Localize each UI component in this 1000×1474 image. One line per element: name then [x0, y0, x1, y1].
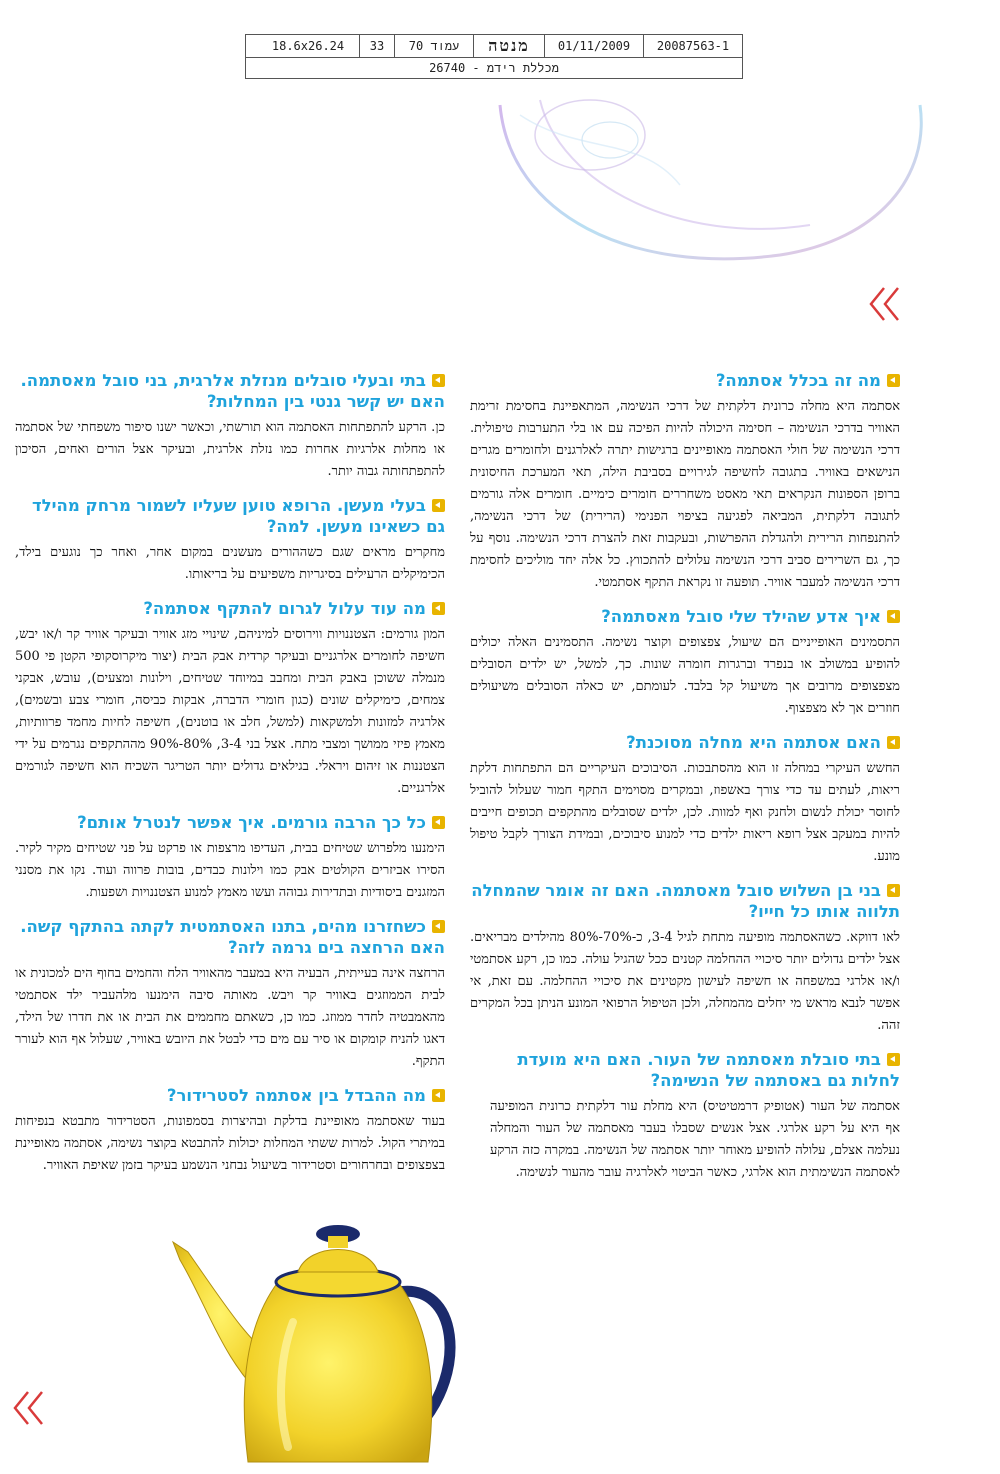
answer-text: כן. הרקע להתפתחות האסתמה הוא תורשתי, וכאשר ישנו סיפור משפחתי של אסתמה או מחלות אלרגיות אחרות כמו נזלת אלרגית, ובעיקר אצל הורים ואחים, הסיכון להתפתחותה גבוה יותר. — [15, 420, 445, 479]
clipping-source: מכללת רידמ - 26740 — [429, 60, 559, 75]
decorative-bubbles — [480, 95, 940, 285]
qa-section — [470, 370, 900, 594]
answer-text: הרחצה אינה בעייתית, הבעיה היא במעבר מהאוויר הלח והחמים בחוף הים למכונית או לבית הממוזגים באוויר קר ויבש. מאותה סיבה הימנעו מלהעביר ילד אסתמטי מהאמבטיה לחדר ממוזג. כמו כן, כשאתם מחממים את הבית או את חדרו של הילד, דאגו להניח קומקום או סיר עם מים כדי לבטל את היובש באוויר, שעלול אף הוא לעורר התקף. — [15, 966, 445, 1069]
clipping-date: 01/11/2009 — [544, 35, 643, 57]
question-heading: כשחזרנו מהים, בתנו האסתמטית לקתה בהתקף קשה. האם הרחצה בים גרמה לזה? — [20, 917, 445, 957]
issue-number: 33 — [359, 35, 394, 57]
arrow-bullet-icon — [432, 602, 445, 615]
question-heading: מה ההבדל בין אסתמה לסטרידור? — [166, 1086, 426, 1105]
question-heading: בעלי מעשן. הרופא טוען שעליו לשמור מרחק מהילד גם כשאינו מעשן. למה? — [31, 496, 445, 536]
arrow-bullet-icon — [887, 1053, 900, 1066]
qa-section — [470, 1049, 900, 1184]
question-heading: מה עוד עלול לגרום להתקף אסתמה? — [143, 599, 426, 618]
answer-text: הימנעו מלפרוש שטיחים בבית, העדיפו מרצפות או פרקט על פני שטיחים מקיר לקיר. הסירו אביזרים הקולטים אבק כמו וילונות כבדים, בובות פרווה ועוד. נקו את מסנני המזגנים ביסודיות ובתדירות גבוהה ועשו מאמץ למנוע הצטננויות ושפעות. — [15, 841, 445, 900]
answer-text: המון גורמים: הצטננויות ווירוסים למיניהם, שינויי מזג אוויר ובעיקר אוויר קר ו/או יבש, חשיפה לחומרים אלרגניים ובעיקר קרדית אבק הבית (יצור מיקרוסקופי הקטן פי 500 מנמלה ששוכן באבק הבית ומחבב במיוחד שטיחים, וילונות ומצעים), עובש, אבקני צמחים, כימיקלים שונים (כגון חומרי הדברה, אבקות כביסה, חומרי צבע ובשמים), אלרגיה למזונות ולמשקאות (למשל, חלב או בוטנים), חשיפה לחיות מחמד פרוותיות, מאמץ פיזי ממושך ומצבי מתח. אצל בני 3-4, 80%-90% מההתקפים נגרמים על ידי הצטננות או זיהום ויראלי. בגילאים גדולים יותר הטריגר השכיח הוא חשיפה לגורמים אלרגניים. — [15, 627, 446, 796]
page-number: עמוד 70 — [394, 35, 473, 57]
question-heading: בני בן השלוש סובל מאסתמה. האם זה אומר שהמחלה תלווה אותו כל חייו? — [471, 881, 900, 921]
qa-section — [470, 880, 900, 1037]
clipping-size: 18.6x26.24 — [271, 39, 345, 53]
qa-section — [470, 732, 900, 868]
arrow-bullet-icon — [887, 736, 900, 749]
qa-section — [15, 598, 445, 800]
arrow-bullet-icon — [432, 374, 445, 387]
question-heading: איך אדע שהילד שלי סובל מאסתמה? — [601, 607, 881, 626]
article-column-left — [15, 370, 445, 1189]
arrow-bullet-icon — [887, 884, 900, 897]
answer-text: אסתמה היא מחלה כרונית דלקתית של דרכי הנשימה, המתאפיינת בחסימת זרימת האוויר בדרכי הנשימה – חסימה היכולה להיות הפיכה עם או בלי התערבות טיפולית. דרכי הנשימה של חולי האסתמה מאופיינים ברגישות יתרה לאלרגנים ולחומרים מגרים הנישאים באוויר. בתגובה לחשיפה לגירויים בסביבת הילה, תאי המערכת החיסונית ברופן הספונות הנקראים תאי מאסט משחררים חומרים כימיים. חומרים אלה גורמים לתגובה דלקתית, המביאה לפגיעה בציפוי הפנימי (הרירית) של דרכי הנשימה, להתנפחות הרירית ולהגדלת ההפרשות, ובעקבות זאת להצרת דרכי הנשימה. נוסף על כך, גם השרירים סביב דרכי הנשימה עלולים להתכווץ. כל אלה יחד מוליכים לחסימת דרכי הנשימה למעבר אוויר. תופעה זו נקראת התקף אסתמטי. — [470, 399, 900, 590]
qa-section — [15, 495, 445, 586]
arrow-bullet-icon — [887, 610, 900, 623]
arrow-bullet-icon — [432, 1089, 445, 1102]
qa-section — [15, 370, 445, 483]
arrow-bullet-icon — [432, 816, 445, 829]
clipping-meta-row — [246, 35, 742, 58]
question-heading: כל כך הרבה גורמים. איך אפשר לנטרל אותם? — [77, 813, 426, 832]
article-column-right — [470, 370, 900, 1196]
double-chevron-left-icon — [12, 1390, 46, 1426]
answer-text: התסמינים האופייניים הם שיעול, צפצופים וקוצר נשימה. התסמינים האלה יכולים להופיע במשולב או בנפרד וברגרות חומרה שונות. כך, למשל, יש ילדים הסובלים מצפצופים מרובים אך משיעול קל בלבד. לעומתם, יש כאלה הסובלים משיעולים חוזרים אך לא מצפצוף. — [470, 635, 900, 716]
arrow-bullet-icon — [432, 920, 445, 933]
double-chevron-left-icon — [868, 286, 902, 322]
answer-text: בעוד שאסתמה מאופיינת בדלקת ובהיצרות בסמפונות, הסטרידור מתבטא בנפיחות במיתרי הקול. למרות ששתי המחלות יכולות להתבטא בקוצר נשימה, אסתמה מאופיינת בצפצופים ובחרחורים וסטרידור בשיעול נבחני הנשמע בעיקר בזמן שאיפת האוויר. — [15, 1114, 445, 1173]
teapot-illustration — [168, 1212, 468, 1474]
question-heading: מה זה בכלל אסתמה? — [715, 371, 881, 390]
qa-section — [15, 1085, 445, 1177]
qa-section — [15, 916, 445, 1073]
publication-name: מנטה — [473, 35, 544, 57]
answer-text: החשש העיקרי במחלה זו הוא מהסתבכות. הסיבוכים העיקריים הם התפתחות דלקת ריאות, לעתים עד כדי צורך באשפוז, ובמקרים מסוימים התקף חמור שעלול להוביל לחוסר יכולת לנשום ולחנק ואף למוות. לכן, ילדים שסובלים מהתקפים תכופים חייבים להיות במעקב אצל רופא ריאות ילדים כדי למנוע סיבוכים, ובמידת הצורך לקבל טיפול מונע. — [470, 761, 900, 864]
arrow-bullet-icon — [887, 374, 900, 387]
clipping-id: 20087563-1 — [643, 35, 742, 57]
qa-section — [15, 812, 445, 904]
answer-text: לאו דווקא. כשהאסתמה מופיעה מתחת לגיל 3-4, כ-70%-80% מהילדים מבריאים. אצל ילדים גדולים יותר סיכויי ההחלמה קטנים ככל שהגיל עולה. כמו כן, רקע אסתמטי ו/או אלרגי במשפחה או חשיפה לעישון מקטינים את סיכויי ההחלמה. עם זאת, אי אפשר לנבא מראש מי יחלים מהמחלה, ולכן הטיפול הרפואי המונע הניתן בכל המקרים זהה. — [470, 930, 900, 1033]
question-heading: האם אסתמה היא מחלה מסוכנת? — [626, 733, 881, 752]
question-heading: בתי סובלת מאסתמה של העור. האם היא מועדת לחלות גם באסתמה של הנשימה? — [517, 1050, 900, 1090]
clipping-header — [245, 34, 743, 79]
answer-text: אסתמה של העור (אטופיק דרמטיטיס) היא מחלת עור דלקתית כרונית המופיעה אף היא על רקע אלרגי. אצל אנשים שסבלו בעבר מאסתמה של העור והמחלה נעלמה אצלם, עלולה להופיע מאוחר יותר אסתמה של הנשימה. במקרה כזה הרקע לאסתמה הנשימתית הוא אלרגי, כאשר הביטוי לאלרגיה עובר מהעור לנשימה. — [490, 1099, 900, 1180]
arrow-bullet-icon — [432, 499, 445, 512]
qa-section — [470, 606, 900, 720]
answer-text: מחקרים מראים שגם כשההורים מעשנים במקום אחר, ואחר כך נוגעים בילד, הכימיקלים הרעילים בסיגריות משפיעים על בריאותו. — [15, 545, 445, 582]
question-heading: בתי ובעלי סובלים מנזלת אלרגית, בני סובל מאסתמה. האם יש קשר גנטי בין המחלות? — [20, 371, 445, 411]
